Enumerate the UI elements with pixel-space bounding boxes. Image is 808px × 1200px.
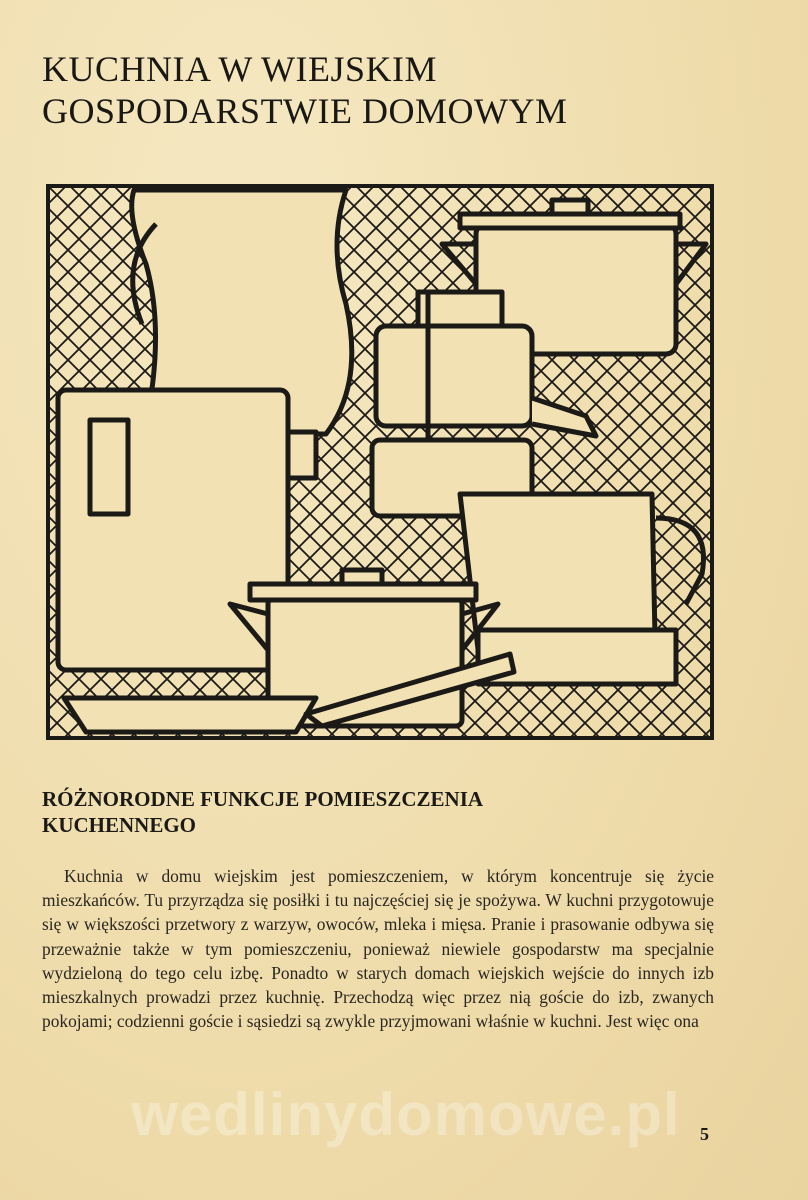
chapter-title <box>42 48 568 132</box>
section-heading-line-2: KUCHENNEGO <box>42 813 197 837</box>
body-paragraph: Kuchnia w domu wiejskim jest pomieszczeniem, w którym koncentruje się życie mieszkańców. Tu przyrządza się posiłki i tu najczęściej się je spożywa. W kuchni przygotowuje się w większości przetwory z warzyw, owoców, mleka i mięsa. Pranie i prasowanie odbywa się przeważnie także w tym pomieszczeniu, ponieważ niewiele gospodarstw ma specjalnie wydzieloną do tego celu izbę. Ponadto w starych domach wiejskich wejście do innych izb mieszkalnych prowadzi przez kuchnię. Przechodzą więc przez nią goście do izb, zwanych pokojami; codzienni goście i sąsiedzi są zwykle przyjmowani właśnie w kuchni. Jest więc ona <box>42 866 714 1032</box>
page-number: 5 <box>700 1124 709 1144</box>
saucepan-knob <box>342 570 382 584</box>
coffee-maker-body <box>376 326 532 426</box>
chapter-title-line-1: KUCHNIA W WIEJSKIM <box>42 49 438 89</box>
coffee-maker-top <box>418 292 502 326</box>
section-heading <box>42 786 483 838</box>
pot-top-right-knob <box>552 200 588 214</box>
kitchenware-illustration <box>46 184 714 740</box>
site-watermark: wedlinydomowe.pl <box>131 1081 681 1148</box>
frying-pan <box>64 698 316 732</box>
refrigerator-side-tab <box>288 432 316 478</box>
section-heading-line-1: RÓŻNORODNE FUNKCJE POMIESZCZENIA <box>42 787 484 811</box>
chapter-title-line-2: GOSPODARSTWIE DOMOWYM <box>42 91 568 131</box>
